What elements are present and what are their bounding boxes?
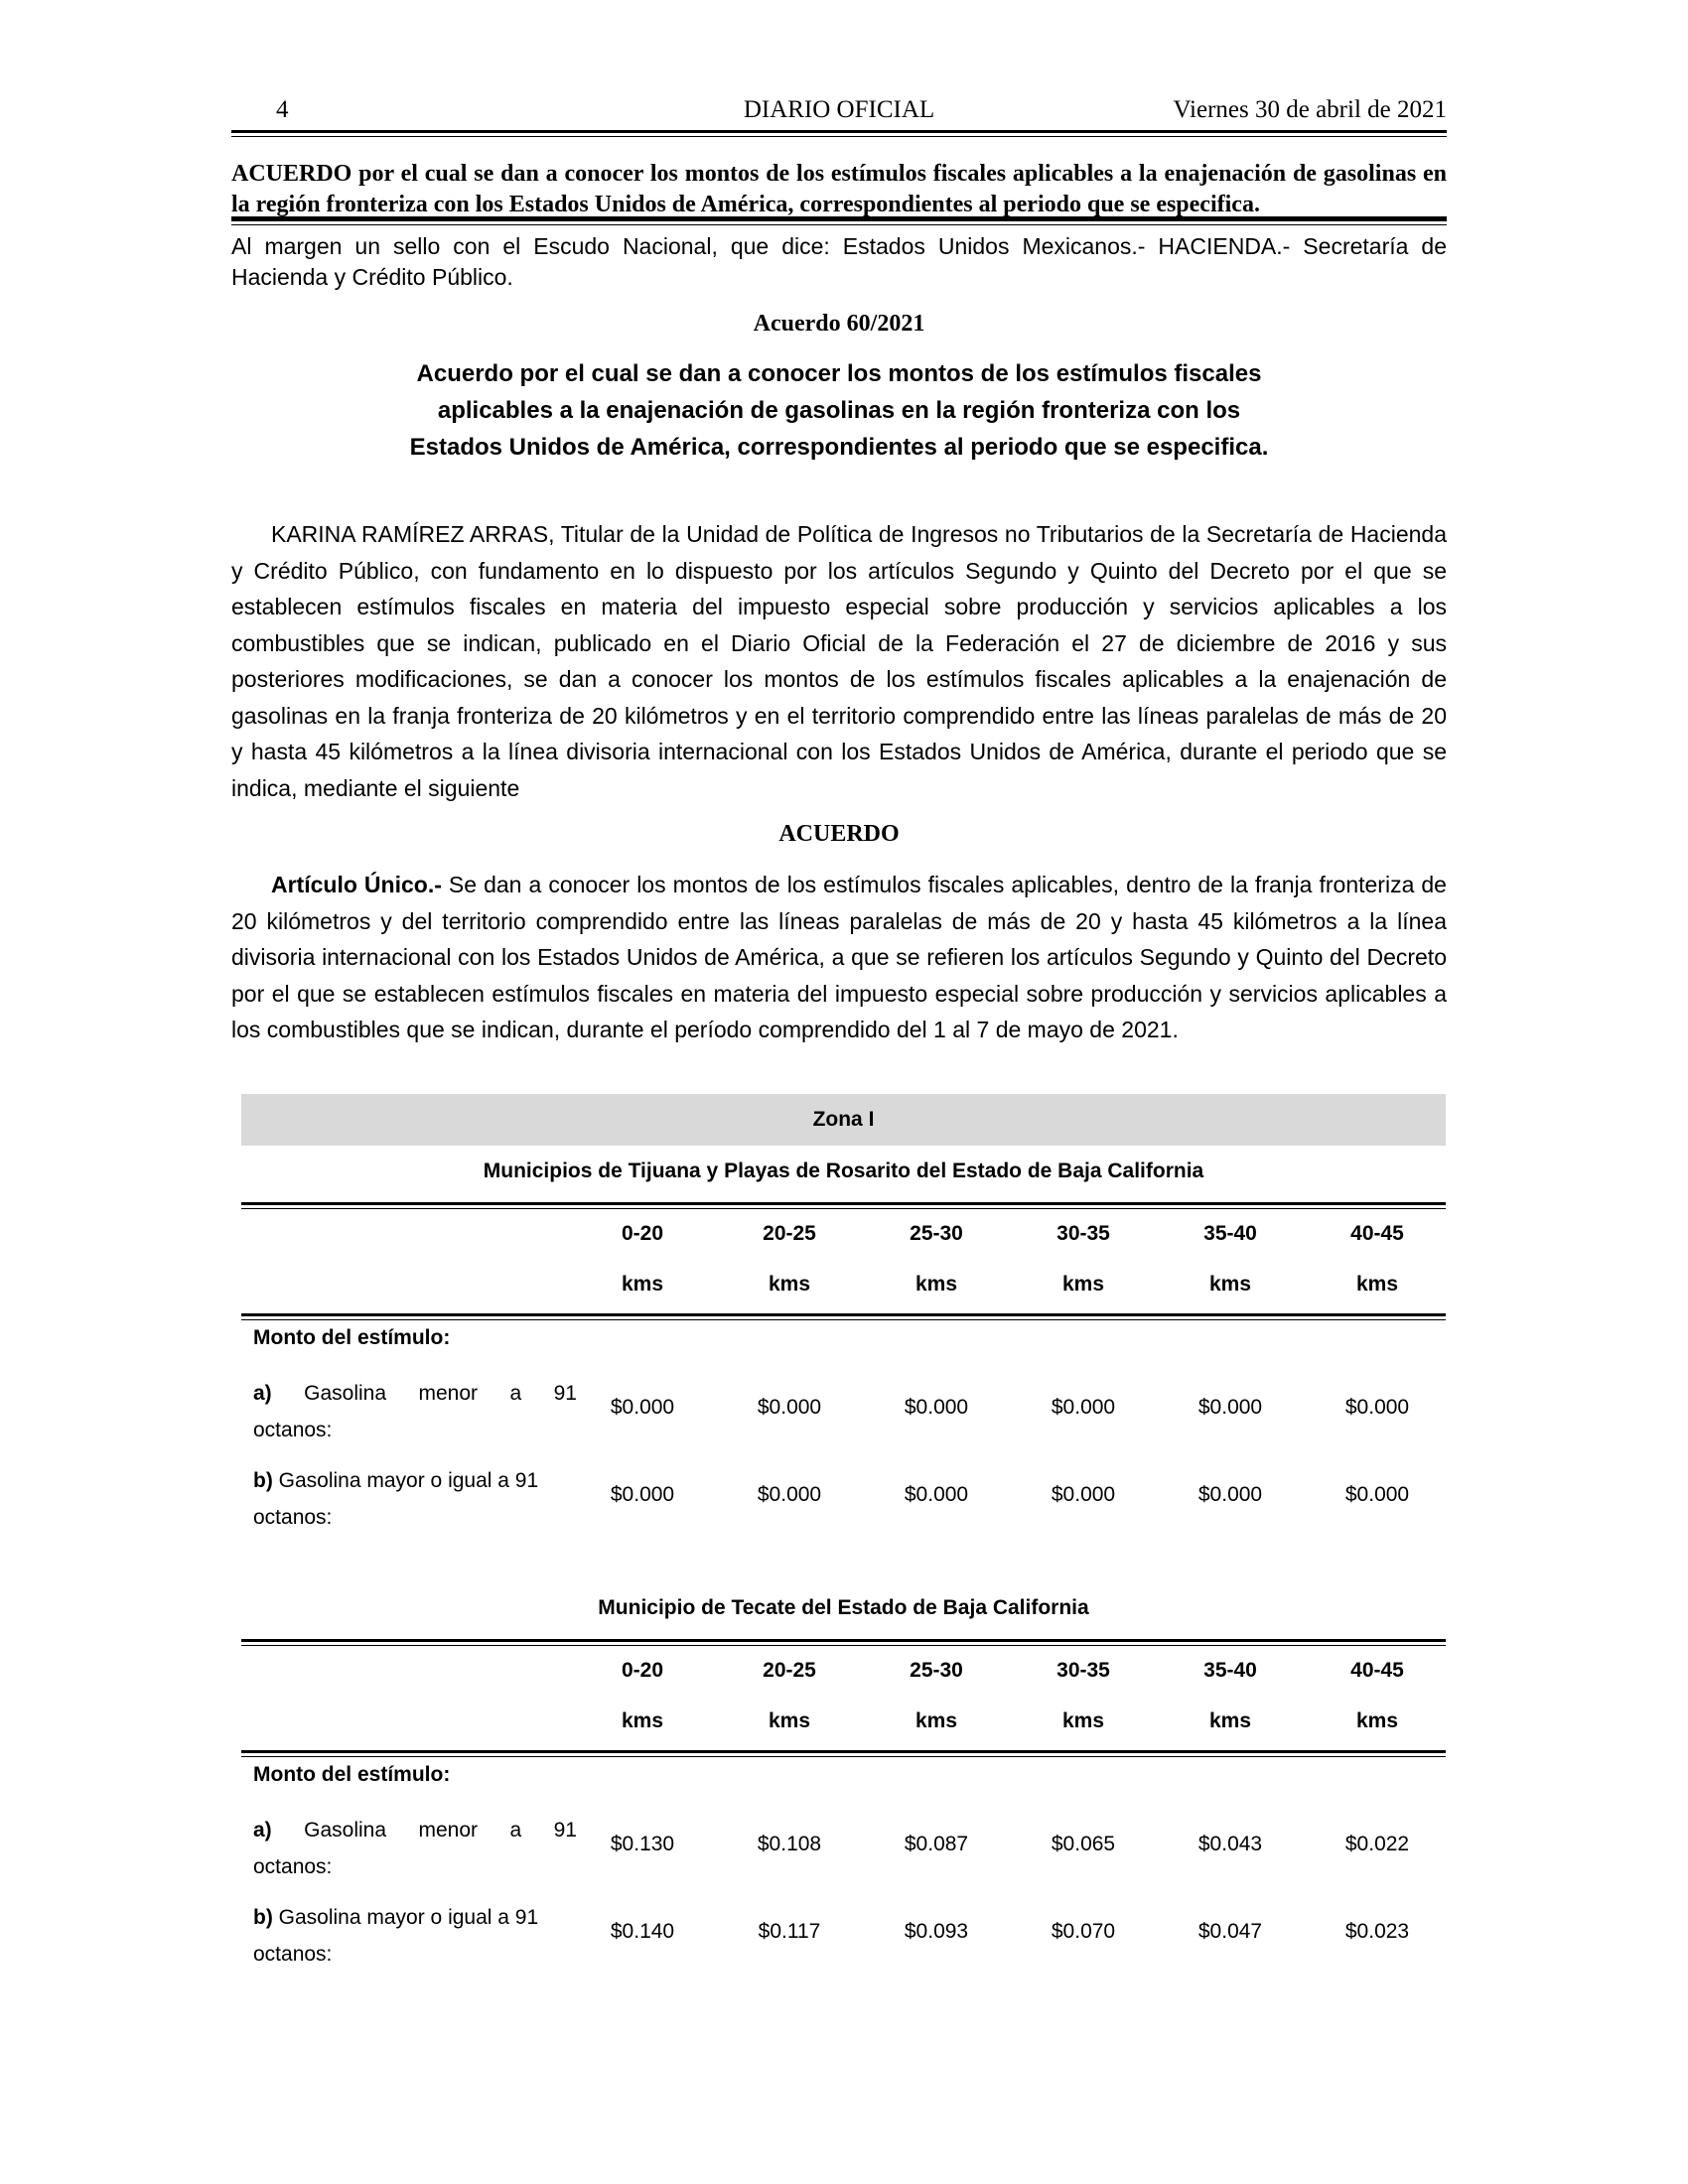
municipality-title: Municipios de Tijuana y Playas de Rosarito del Estado de Baja California (483, 1160, 1204, 1182)
column-range: 25-30 (910, 1222, 963, 1245)
row-label-line2: octanos: (253, 1855, 333, 1878)
column-range: 0-20 (621, 1222, 664, 1245)
article-label: Artículo Único.- (271, 872, 442, 897)
stimulus-value: $0.000 (904, 1396, 969, 1419)
section-label: Monto del estímulo: (253, 1763, 451, 1786)
margin-note: Al margen un sello con el Escudo Nacional, que dice: Estados Unidos Mexicanos.- HACIENDA.- Secretaría de Hacienda y Crédito Público. (231, 233, 1447, 290)
column-unit: kms (1355, 1273, 1399, 1296)
title-rule-thin (231, 224, 1447, 225)
row-prefix: b) (253, 1469, 273, 1492)
column-range: 0-20 (621, 1659, 664, 1682)
stimulus-value: $0.023 (1344, 1920, 1410, 1943)
column-unit: kms (621, 1709, 664, 1732)
document-page (231, 0, 1447, 2184)
column-range: 20-25 (763, 1222, 816, 1245)
column-range: 20-25 (763, 1659, 816, 1682)
column-range: 25-30 (910, 1659, 963, 1682)
header-bottom-rule-thin (241, 1319, 1446, 1320)
row-label (253, 1899, 577, 1973)
stimulus-value: $0.043 (1197, 1833, 1263, 1855)
row-label-word: Gasolina (304, 1819, 387, 1842)
stimulus-value: $0.000 (757, 1396, 822, 1419)
acuerdo-heading: ACUERDO (778, 821, 900, 847)
column-unit: kms (1208, 1273, 1252, 1296)
page-number: 4 (276, 96, 289, 123)
stimulus-value: $0.000 (1051, 1483, 1116, 1506)
stimulus-value: $0.000 (1344, 1396, 1410, 1419)
municipality-title: Municipio de Tecate del Estado de Baja California (598, 1596, 1089, 1619)
stimulus-value: $0.000 (757, 1483, 822, 1506)
column-range: 40-45 (1350, 1222, 1404, 1245)
table-top-rule (241, 1202, 1446, 1205)
header-rule-thin (231, 136, 1447, 137)
table-top-rule (241, 1639, 1446, 1642)
column-range: 30-35 (1056, 1659, 1110, 1682)
row-label-line2: octanos: (253, 1506, 333, 1529)
stimulus-value: $0.093 (904, 1920, 969, 1943)
column-range: 35-40 (1203, 1659, 1257, 1682)
stimulus-value: $0.070 (1051, 1920, 1116, 1943)
row-label-word: menor (418, 1382, 479, 1405)
row-label-line (253, 1462, 577, 1499)
column-unit: kms (914, 1709, 958, 1732)
column-unit: kms (1061, 1273, 1105, 1296)
row-label-word: a (509, 1819, 522, 1842)
column-unit: kms (1061, 1709, 1105, 1732)
row-prefix: b) (253, 1906, 273, 1929)
publication-date: Viernes 30 de abril de 2021 (1173, 96, 1447, 123)
table-top-rule-thin (241, 1645, 1446, 1646)
column-range: 30-35 (1056, 1222, 1110, 1245)
stimulus-value: $0.065 (1051, 1833, 1116, 1855)
row-label-word: menor (418, 1819, 479, 1842)
row-label-word: 91 (553, 1819, 577, 1842)
row-label (253, 1462, 577, 1536)
agreement-title: Acuerdo por el cual se dan a conocer los montos de los estímulos fiscales aplicables a la enajenación de gasolinas en la región fronteriza con los Estados Unidos de América, correspondientes al periodo que se especifica. (409, 360, 1269, 461)
column-unit: kms (914, 1273, 958, 1296)
row-label-word: Gasolina (304, 1382, 387, 1405)
column-unit: kms (768, 1709, 811, 1732)
row-label-line (253, 1899, 577, 1936)
stimulus-value: $0.000 (1197, 1483, 1263, 1506)
header-bottom-rule-thin (241, 1756, 1446, 1757)
stimulus-value: $0.000 (1344, 1483, 1410, 1506)
stimulus-value: $0.108 (757, 1833, 822, 1855)
stimulus-value: $0.117 (758, 1920, 821, 1943)
stimulus-value: $0.000 (904, 1483, 969, 1506)
table-top-rule-thin (241, 1208, 1446, 1209)
header-rule (231, 130, 1447, 133)
main-title: ACUERDO por el cual se dan a conocer los montos de los estímulos fiscales aplicables a la enajenación de gasolinas en la región fronteriza con los Estados Unidos de América, correspondientes al periodo que se especifica. (231, 161, 1447, 217)
column-range: 35-40 (1203, 1222, 1257, 1245)
row-label-line2: octanos: (253, 1419, 333, 1441)
intro-paragraph: KARINA RAMÍREZ ARRAS, Titular de la Unidad de Política de Ingresos no Tributarios de la Secretaría de Hacienda y Crédito Público, con fundamento en lo dispuesto por los artículos Segundo y Quinto del Decreto por el que se establecen estímulos fiscales en materia del impuesto especial sobre producción y servicios aplicables a los combustibles que se indican, publicado en el Diario Oficial de la Federación el 27 de diciembre de 2016 y sus posteriores modificaciones, se dan a conocer los montos de los estímulos fiscales aplicables a la enajenación de gasolinas en la franja fronteriza de 20 kilómetros y en el territorio comprendido entre las líneas paralelas de más de 20 y hasta 45 kilómetros a la línea divisoria internacional con los Estados Unidos de América, durante el periodo que se indica, mediante el siguiente (231, 521, 1447, 801)
row-label-text: Gasolina mayor o igual a 91 (272, 1906, 539, 1929)
stimulus-value: $0.000 (610, 1396, 675, 1419)
stimulus-value: $0.000 (610, 1483, 675, 1506)
page-header (231, 96, 1447, 132)
row-label-word: 91 (553, 1382, 577, 1405)
stimulus-value: $0.130 (610, 1833, 675, 1855)
row-label-line (253, 1375, 577, 1412)
stimulus-value: $0.047 (1197, 1920, 1263, 1943)
header-bottom-rule (241, 1750, 1446, 1753)
row-label (253, 1375, 577, 1448)
zone-band: Zona I (241, 1094, 1446, 1146)
stimulus-value: $0.140 (610, 1920, 675, 1943)
column-unit: kms (1208, 1709, 1252, 1732)
row-label-word: a (509, 1382, 522, 1405)
row-label-line (253, 1812, 577, 1848)
article-paragraph (231, 867, 1447, 1048)
stimulus-value: $0.022 (1344, 1833, 1410, 1855)
stimulus-value: $0.000 (1051, 1396, 1116, 1419)
stimulus-value: $0.000 (1197, 1396, 1263, 1419)
section-label: Monto del estímulo: (253, 1326, 451, 1349)
row-label-text: Gasolina mayor o igual a 91 (272, 1469, 539, 1492)
row-prefix: a) (253, 1382, 272, 1405)
title-rule (231, 216, 1447, 221)
agreement-number: Acuerdo 60/2021 (753, 311, 925, 337)
header-bottom-rule (241, 1313, 1446, 1316)
publication-name: DIARIO OFICIAL (743, 96, 935, 123)
row-label (253, 1812, 577, 1885)
row-prefix: a) (253, 1819, 272, 1842)
stimulus-value: $0.087 (904, 1833, 969, 1855)
column-unit: kms (768, 1273, 811, 1296)
column-unit: kms (1355, 1709, 1399, 1732)
column-range: 40-45 (1350, 1659, 1404, 1682)
row-label-line2: octanos: (253, 1943, 333, 1966)
article-text: Se dan a conocer los montos de los estímulos fiscales aplicables, dentro de la franja fronteriza de 20 kilómetros y del territorio comprendido entre las líneas paralelas de más de 20 y hasta 45 kilómetros a la línea divisoria internacional con los Estados Unidos de América, a que se refieren los artículos Segundo y Quinto del Decreto por el que se establecen estímulos fiscales en materia del impuesto especial sobre producción y servicios aplicables a los combustibles que se indican, durante el período comprendido del 1 al 7 de mayo de 2021. (231, 872, 1447, 1042)
column-unit: kms (621, 1273, 664, 1296)
